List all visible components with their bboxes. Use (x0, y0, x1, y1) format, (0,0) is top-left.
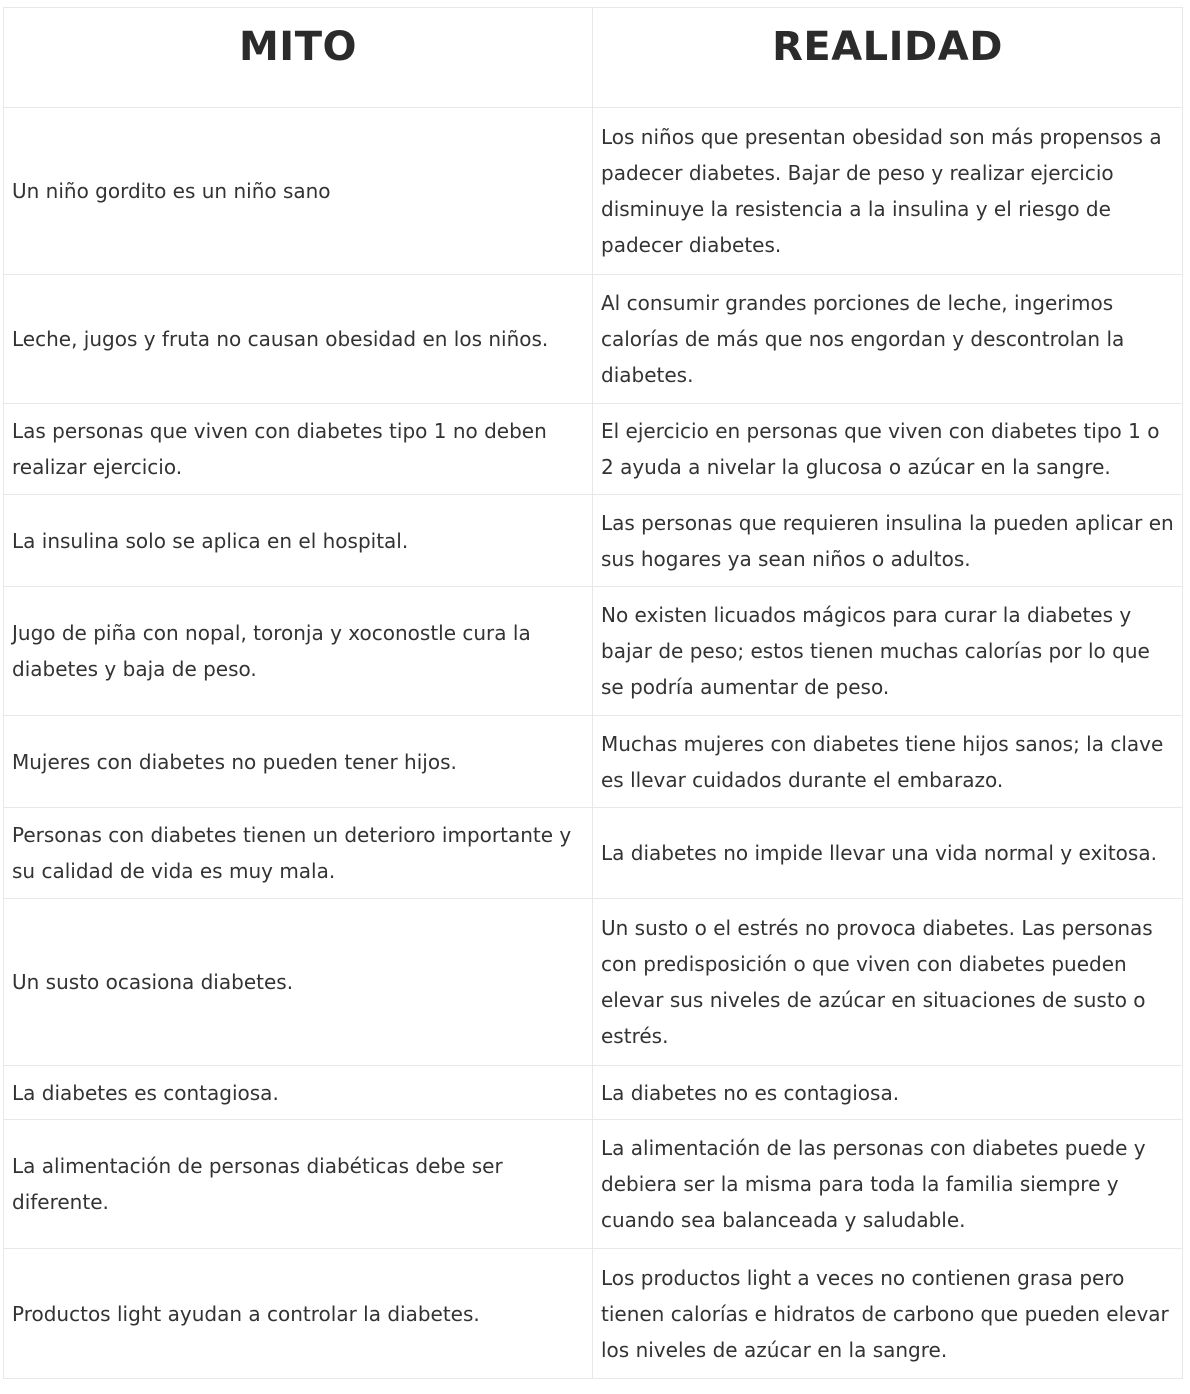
realidad-cell: Un susto o el estrés no provoca diabetes. Las personas con predisposición o que viven con diabetes pueden elevar sus niveles de azúcar en situaciones de susto o estrés. (593, 899, 1183, 1066)
realidad-cell: La diabetes no impide llevar una vida normal y exitosa. (593, 808, 1183, 899)
table-header (4, 8, 1183, 108)
table-row (4, 108, 1183, 275)
table-row (4, 716, 1183, 808)
mito-cell: Las personas que viven con diabetes tipo 1 no deben realizar ejercicio. (4, 404, 593, 495)
mito-cell: La alimentación de personas diabéticas debe ser diferente. (4, 1120, 593, 1249)
header-realidad (593, 8, 1183, 108)
mito-cell: Mujeres con diabetes no pueden tener hijos. (4, 716, 593, 808)
header-row (4, 8, 1183, 108)
realidad-cell: No existen licuados mágicos para curar la diabetes y bajar de peso; estos tienen muchas calorías por lo que se podría aumentar de peso. (593, 587, 1183, 716)
header-realidad-label: REALIDAD (772, 24, 1003, 70)
realidad-cell: Los niños que presentan obesidad son más propensos a padecer diabetes. Bajar de peso y realizar ejercicio disminuye la resistencia a la insulina y el riesgo de padecer diabetes. (593, 108, 1183, 275)
table-row (4, 275, 1183, 404)
table-row (4, 1120, 1183, 1249)
mito-cell: La diabetes es contagiosa. (4, 1066, 593, 1120)
mito-cell: La insulina solo se aplica en el hospital. (4, 495, 593, 587)
table-row (4, 899, 1183, 1066)
realidad-cell: La diabetes no es contagiosa. (593, 1066, 1183, 1120)
table-row (4, 808, 1183, 899)
realidad-cell: El ejercicio en personas que viven con diabetes tipo 1 o 2 ayuda a nivelar la glucosa o azúcar en la sangre. (593, 404, 1183, 495)
table-row (4, 1249, 1183, 1379)
table-row (4, 587, 1183, 716)
table-row (4, 495, 1183, 587)
realidad-cell: Los productos light a veces no contienen grasa pero tienen calorías e hidratos de carbono que pueden elevar los niveles de azúcar en la sangre. (593, 1249, 1183, 1379)
realidad-cell: Las personas que requieren insulina la pueden aplicar en sus hogares ya sean niños o adultos. (593, 495, 1183, 587)
header-mito-label: MITO (239, 24, 357, 70)
header-mito (4, 8, 593, 108)
table-row (4, 1066, 1183, 1120)
mito-cell: Jugo de piña con nopal, toronja y xoconostle cura la diabetes y baja de peso. (4, 587, 593, 716)
table-row (4, 404, 1183, 495)
myths-table-container (3, 7, 1182, 1379)
mito-cell: Productos light ayudan a controlar la diabetes. (4, 1249, 593, 1379)
table-body (4, 108, 1183, 1379)
mito-cell: Un niño gordito es un niño sano (4, 108, 593, 275)
mito-cell: Un susto ocasiona diabetes. (4, 899, 593, 1066)
realidad-cell: Al consumir grandes porciones de leche, ingerimos calorías de más que nos engordan y descontrolan la diabetes. (593, 275, 1183, 404)
myths-table (3, 7, 1183, 1379)
realidad-cell: Muchas mujeres con diabetes tiene hijos sanos; la clave es llevar cuidados durante el embarazo. (593, 716, 1183, 808)
mito-cell: Leche, jugos y fruta no causan obesidad en los niños. (4, 275, 593, 404)
realidad-cell: La alimentación de las personas con diabetes puede y debiera ser la misma para toda la familia siempre y cuando sea balanceada y saludable. (593, 1120, 1183, 1249)
mito-cell: Personas con diabetes tienen un deterioro importante y su calidad de vida es muy mala. (4, 808, 593, 899)
